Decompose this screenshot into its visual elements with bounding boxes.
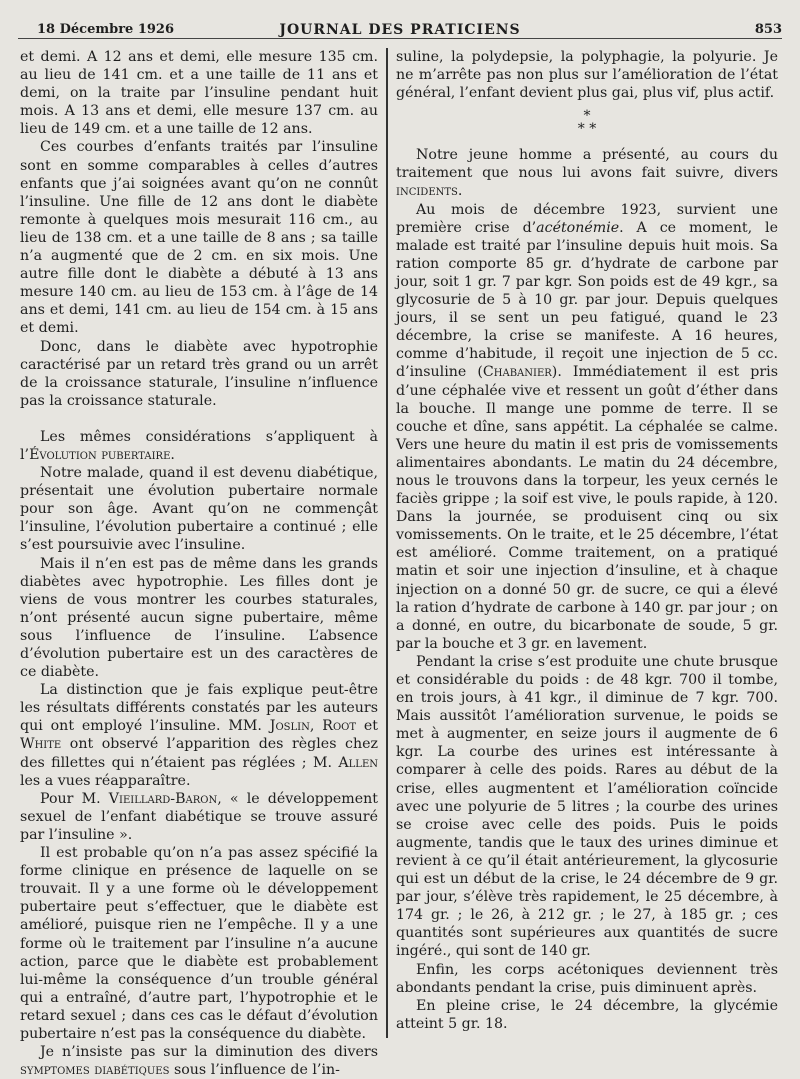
author-name: White bbox=[20, 736, 62, 753]
header-page-number: 853 bbox=[754, 22, 782, 37]
paragraph: Enfin, les corps acétoniques deviennent très abondants pendant la crise, puis diminuent après. bbox=[396, 961, 778, 996]
text-run: Au mois de décembre 1923, survient une première crise d’ bbox=[396, 201, 778, 236]
author-name: Joslin bbox=[269, 718, 310, 735]
paragraph bbox=[396, 146, 778, 200]
text-run: , « le développement sexuel de l’enfant diabétique se trouve assuré par l’insuline ». bbox=[20, 790, 378, 843]
text-run: ont observé l’apparition des règles chez des fillettes qui n’étaient pas réglées ; M. bbox=[20, 736, 378, 771]
paragraph: Il est probable qu’on n’a pas assez spécifié la forme clinique en présence de laquelle on se trouvait. Il y a une forme où le développement pubertaire peut s’effectuer, que le diabète est amélioré, puisque rien ne l’empêche. Il y a une forme où le traitement par l’insuline n’a aucune action, parce que le diabète est probablement lui-même la conséquence d’un trouble général qui a entraîné, d’autre part, l’hypotrophie et le retard sexuel ; dans ces cas le défaut d’évolution pubertaire n’est pas la conséquence du diabète. bbox=[20, 845, 378, 1042]
right-column bbox=[396, 48, 778, 1033]
asterisk-bottom: * * bbox=[577, 121, 597, 138]
author-name: Root bbox=[322, 718, 357, 735]
section-term: Évolution pubertaire. bbox=[29, 446, 175, 463]
left-column bbox=[20, 48, 378, 1079]
text-run: et bbox=[356, 718, 378, 735]
section-term: incidents. bbox=[396, 183, 463, 200]
paragraph: Ces courbes d’enfants traités par l’insuline sont en somme comparables à celles d’autres enfants que j’ai soignées avant qu’on ne connût l’insuline. Une fille de 12 ans dont le diabète remonte à quelques mois mesurait 116 cm., au lieu de 138 cm. et a une taille de 8 ans ; sa taille n’a augmenté que de 2 cm. en six mois. Une autre fille dont le diabète a débuté à 13 ans mesure 140 cm. au lieu de 153 cm. à l’âge de 14 ans et demi, 141 cm. au lieu de 154 cm. à 15 ans et demi. bbox=[20, 139, 378, 337]
text-run: sous l’influence de l’in- bbox=[169, 1062, 340, 1079]
author-name: Chabanier bbox=[482, 364, 552, 381]
paragraph bbox=[396, 201, 778, 653]
running-header bbox=[0, 10, 800, 46]
section-term: symptomes diabétiques bbox=[20, 1062, 170, 1079]
column-divider bbox=[386, 48, 388, 1038]
header-rule bbox=[18, 38, 782, 39]
text-run: La distinction que je fais explique peut-être les résultats différents constatés par les auteurs qui ont employé l’insuline. MM. bbox=[20, 682, 378, 735]
paragraph bbox=[20, 790, 378, 844]
text-run: Je n’insiste pas sur la diminution des divers bbox=[40, 1044, 378, 1061]
header-date: 18 Décembre 1926 bbox=[37, 22, 175, 37]
text-run: ). Immédiatement il est pris d’une céphalée vive et ressent un goût d’éther dans la bouche. Il mange une pomme de terre. Il se couche et dîne, sans appétit. La céphalée se calme. Vers une heure du matin il est pris de vomissements alimentaires abondants. Le matin du 24 décembre, nous le trouvons dans la torpeur, les yeux cernés le faciès grippe ; la soif est vive, le pouls rapide, à 120. Dans la journée, se produisent cinq ou six vomissements. On le traite, et le 25 décembre, l’état est amélioré. Comme traitement, on a pratiqué matin et soir une injection d’insuline, et à chaque injection on a donné 50 gr. de sucre, ce qui a élevé la ration d’hydrate de carbone à 140 gr. par jour ; on a donné, en outre, du bicarbonate de soude, 5 gr. par la bouche et 3 gr. en lavement. bbox=[396, 364, 778, 652]
author-name: Vieillard-Baron bbox=[108, 790, 218, 807]
paragraph: et demi. A 12 ans et demi, elle mesure 135 cm. au lieu de 141 cm. et a une taille de 11 ans et demi, on la traite par l’insuline pendant huit mois. A 13 ans et demi, elle mesure 137 cm. au lieu de 149 cm. et a une taille de 12 ans. bbox=[20, 49, 378, 138]
paragraph-gap bbox=[20, 410, 378, 428]
paragraph bbox=[20, 428, 378, 464]
paragraph: Notre malade, quand il est devenu diabétique, présentait une évolution pubertaire normale pour son âge. Avant qu’on ne commençât l’insuline, l’évolution pubertaire a continué ; elle s’est poursuivie avec l’insuline. bbox=[20, 465, 378, 554]
text-run: Pour M. bbox=[40, 790, 109, 807]
paragraph: Pendant la crise s’est produite une chute brusque et considérable du poids : de 48 kgr. 700 il tombe, en trois jours, à 41 kgr., il diminue de 7 kgr. 700. Mais aussitôt l’amélioration survenue, le poids se met à augmenter, en seize jours il augmente de 6 kgr. La courbe des urines est intéressante à comparer à celle des poids. Rares au début de la crise, elles augmentent et l’amélioration coïncide avec une polyurie de 5 litres ; la courbe des urines se croise avec celle des poids. Puis le poids augmente, tandis que le taux des urines diminue et revient à ce qu’il était antérieurement, la glycosurie qui est un début de la crise, le 24 décembre de 9 gr. par jour, s’élève très rapidement, le 25 décembre, à 174 gr. ; le 26, à 212 gr. ; le 27, à 185 gr. ; ces quantités sont supérieures aux quantités de sucre ingéré., qui sont de 140 gr. bbox=[396, 653, 778, 960]
paragraph bbox=[20, 1043, 378, 1079]
asterisk-top: * bbox=[583, 108, 591, 125]
text-run: les a vues réapparaître. bbox=[20, 772, 191, 789]
paragraph: Mais il n’en est pas de même dans les grands diabètes avec hypotrophie. Les filles dont je viens de vous montrer les courbes staturales, n’ont présenté aucun signe pubertaire, même sous l’influence de l’insuline. L’absence d’évolution pubertaire est un des caractères de ce diabète. bbox=[20, 555, 378, 681]
section-separator-asterisks bbox=[396, 110, 778, 136]
text-run: Les mêmes considérations s’appliquent à l’ bbox=[20, 428, 378, 463]
text-run: . A ce moment, le malade est traité par l’insuline depuis huit mois. Sa ration comporte 85 gr. d’hydrate de carbone par jour, soit 1 gr. 7 par kgr. Son poids est de 49 kgr., sa glycosurie de 5 à 10 gr. par jour. Depuis quelques jours, il se sent un peu fatigué, quand le 23 décembre, la crise se manifeste. A 16 heures, comme d’habitude, il reçoit une injection de 5 cc. d’insuline ( bbox=[396, 219, 778, 381]
paragraph: En pleine crise, le 24 décembre, la glycémie atteint 5 gr. 18. bbox=[396, 997, 778, 1032]
paragraph: suline, la polydepsie, la polyphagie, la polyurie. Je ne m’arrête pas non plus sur l’amélioration de l’état général, l’enfant devient plus gai, plus vif, plus actif. bbox=[396, 49, 778, 102]
paragraph bbox=[20, 681, 378, 790]
text-run: Notre jeune homme a présenté, au cours du traitement que nous lui avons fait suivre, divers bbox=[396, 147, 778, 182]
author-name: Allen bbox=[338, 754, 378, 771]
paragraph: Donc, dans le diabète avec hypotrophie caractérisé par un retard très grand ou un arrêt de la croissance staturale, l’insuline n’influence pas la croissance staturale. bbox=[20, 338, 378, 409]
header-journal-title: JOURNAL DES PRATICIENS bbox=[279, 22, 521, 38]
text-run: , bbox=[309, 718, 323, 735]
italic-term: acétonémie bbox=[536, 219, 620, 236]
